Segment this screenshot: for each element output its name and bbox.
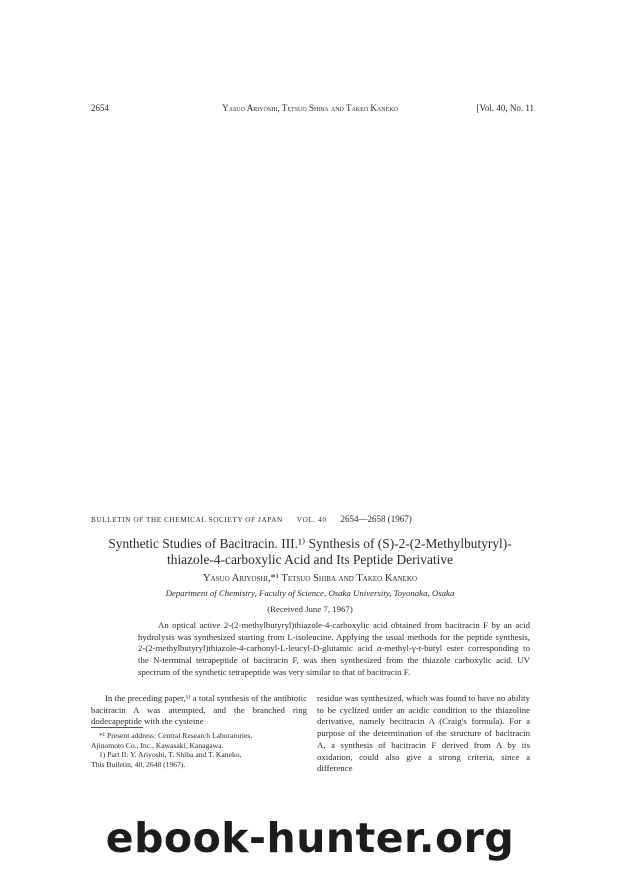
article-authors: Yasuo Ariyoshi,*¹ Tetsuo Shiba and Takeo Kaneko	[202, 573, 418, 584]
watermark: ebook-hunter.org	[105, 814, 515, 862]
running-head	[0, 103, 620, 117]
footnote-divider	[91, 727, 143, 728]
journal-pages: 2654—2658 (1967)	[340, 514, 412, 524]
received-date: (Received June 7, 1967)	[267, 604, 353, 614]
footnote-2-line-2: This Bulletin, 40, 2648 (1967).	[91, 759, 186, 769]
journal-line	[91, 514, 412, 524]
journal-volume: VOL. 40	[296, 516, 327, 524]
page-number: 2654	[91, 103, 109, 113]
footnotes	[91, 731, 307, 769]
title-line-1: Synthetic Studies of Bacitracin. III.¹⁾ Synthesis of (S)-2-(2-Methylbutyryl)-	[108, 536, 512, 551]
body-right-column: residue was synthesized, which was found to have no ability to be cyclized under an acidic condition to the thiazoline derivative, namely becitracin A (Craig's formula). For a purpose of the determination of the structure of bacitracin A, a synthesis of bacitracin F derived from A by its oxidation, could also give a strong criteria, since a difference	[317, 693, 530, 774]
running-head-volume: [Vol. 40, No. 11	[476, 103, 534, 113]
body-left-column: In the preceding paper,¹⁾ a total synthesis of the antibiotic bacitracin A was attempted, and the branched ring dodecapeptide with the cysteine	[91, 693, 307, 727]
journal-name: BULLETIN OF THE CHEMICAL SOCIETY OF JAPAN	[91, 516, 283, 524]
footnote-1-line-2: Ajinomoto Co., Inc., Kawasaki, Kanagawa.	[91, 740, 224, 750]
article-title	[82, 536, 538, 568]
running-head-authors: Yasuo Ariyoshi, Tetsuo Shiba and Takeo Kaneko	[222, 103, 398, 113]
title-line-2: thiazole-4-carboxylic Acid and Its Peptide Derivative	[167, 552, 453, 567]
footnote-1-line-1: *¹ Present address: Central Research Laboratories,	[99, 731, 253, 740]
affiliation: Department of Chemistry, Faculty of Science, Osaka University, Toyonaka, Osaka	[165, 588, 455, 598]
abstract: An optical active 2-(2-methylbutyryl)thiazole-4-carboxylic acid obtained from bacitracin F by an acid hydrolysis was synthesized starting from L-isoleucine. Applying the usual methods for the peptide synthesis, 2-(2-methylbutyryl)thiazole-4-carbonyl-L-leucyl-D-glutamic acid α-methyl-γ-t-butyl ester corresponding to the N-terminal tetrapeptide of bacitracin F, was then synthesized from the thiazole carboxylic acid. UV spectrum of the synthetic tetrapeptide was very similar to that of bacitracin F.	[138, 620, 530, 677]
footnote-2-line-1: 1) Part II: Y. Ariyoshi, T. Shiba and T. Kaneko,	[99, 750, 242, 760]
